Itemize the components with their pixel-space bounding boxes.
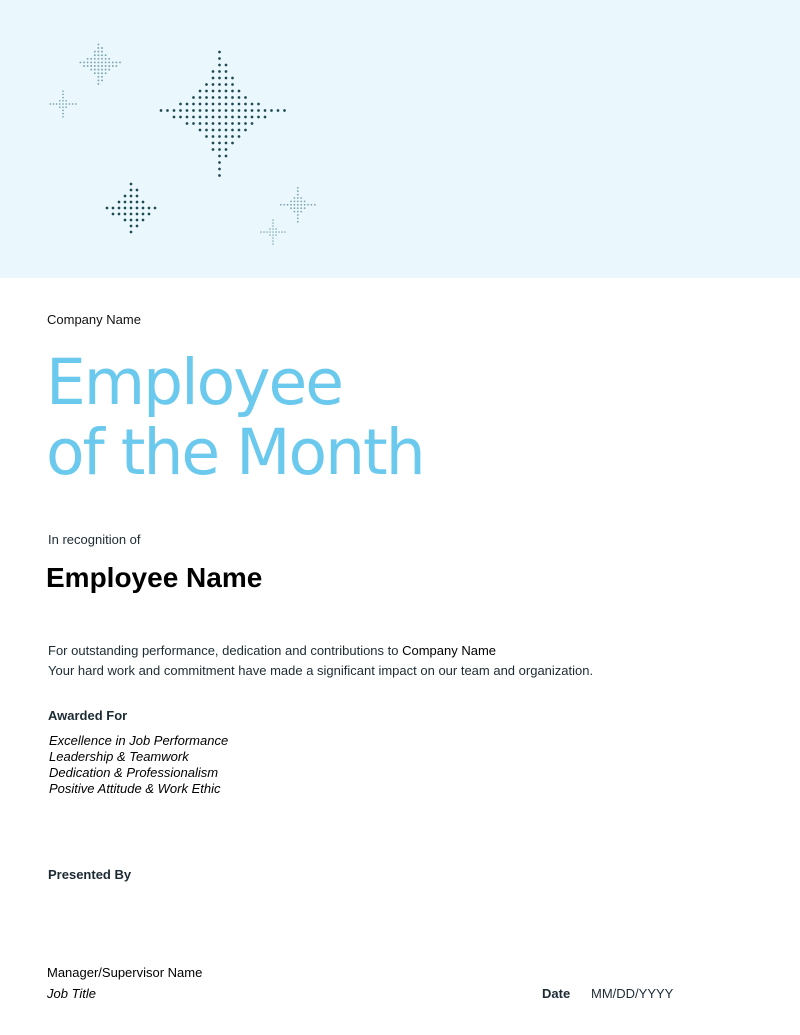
presented-by-heading: Presented By xyxy=(48,867,132,882)
award-item: Excellence in Job Performance xyxy=(49,733,229,748)
award-item: Leadership & Teamwork xyxy=(49,749,189,764)
sparkle-icon xyxy=(260,219,286,245)
recognition-label: In recognition of xyxy=(48,532,141,547)
citation-prefix: For outstanding performance, dedication and contributions to xyxy=(48,643,403,658)
presenter-job-title: Job Title xyxy=(47,986,97,1001)
citation-line-2: Your hard work and commitment have made a significant impact on our team and organization. xyxy=(48,663,594,678)
awarded-for-heading: Awarded For xyxy=(48,708,128,723)
title-line-2: of the Month xyxy=(46,416,424,489)
employee-name: Employee Name xyxy=(46,562,263,593)
date-label: Date xyxy=(542,986,571,1001)
citation-line-1 xyxy=(48,641,593,661)
certificate-title xyxy=(46,348,424,488)
sparkle-icon xyxy=(160,51,286,177)
citation-company-name: Company Name xyxy=(402,643,497,658)
sparkle-icon xyxy=(280,187,316,223)
presenter-name: Manager/Supervisor Name xyxy=(47,965,203,980)
title-line-1: Employee xyxy=(46,346,343,419)
award-item: Dedication & Professionalism xyxy=(49,765,219,780)
sparkle-icon xyxy=(106,183,157,234)
date-value: MM/DD/YYYY xyxy=(591,986,674,1001)
sparkle-decoration xyxy=(0,0,800,278)
company-name: Company Name xyxy=(47,312,141,327)
sparkle-icon xyxy=(79,43,121,85)
awarded-for-list xyxy=(49,733,228,797)
award-item: Positive Attitude & Work Ethic xyxy=(49,781,221,796)
sparkle-icon xyxy=(49,90,76,117)
citation-text xyxy=(48,641,593,681)
